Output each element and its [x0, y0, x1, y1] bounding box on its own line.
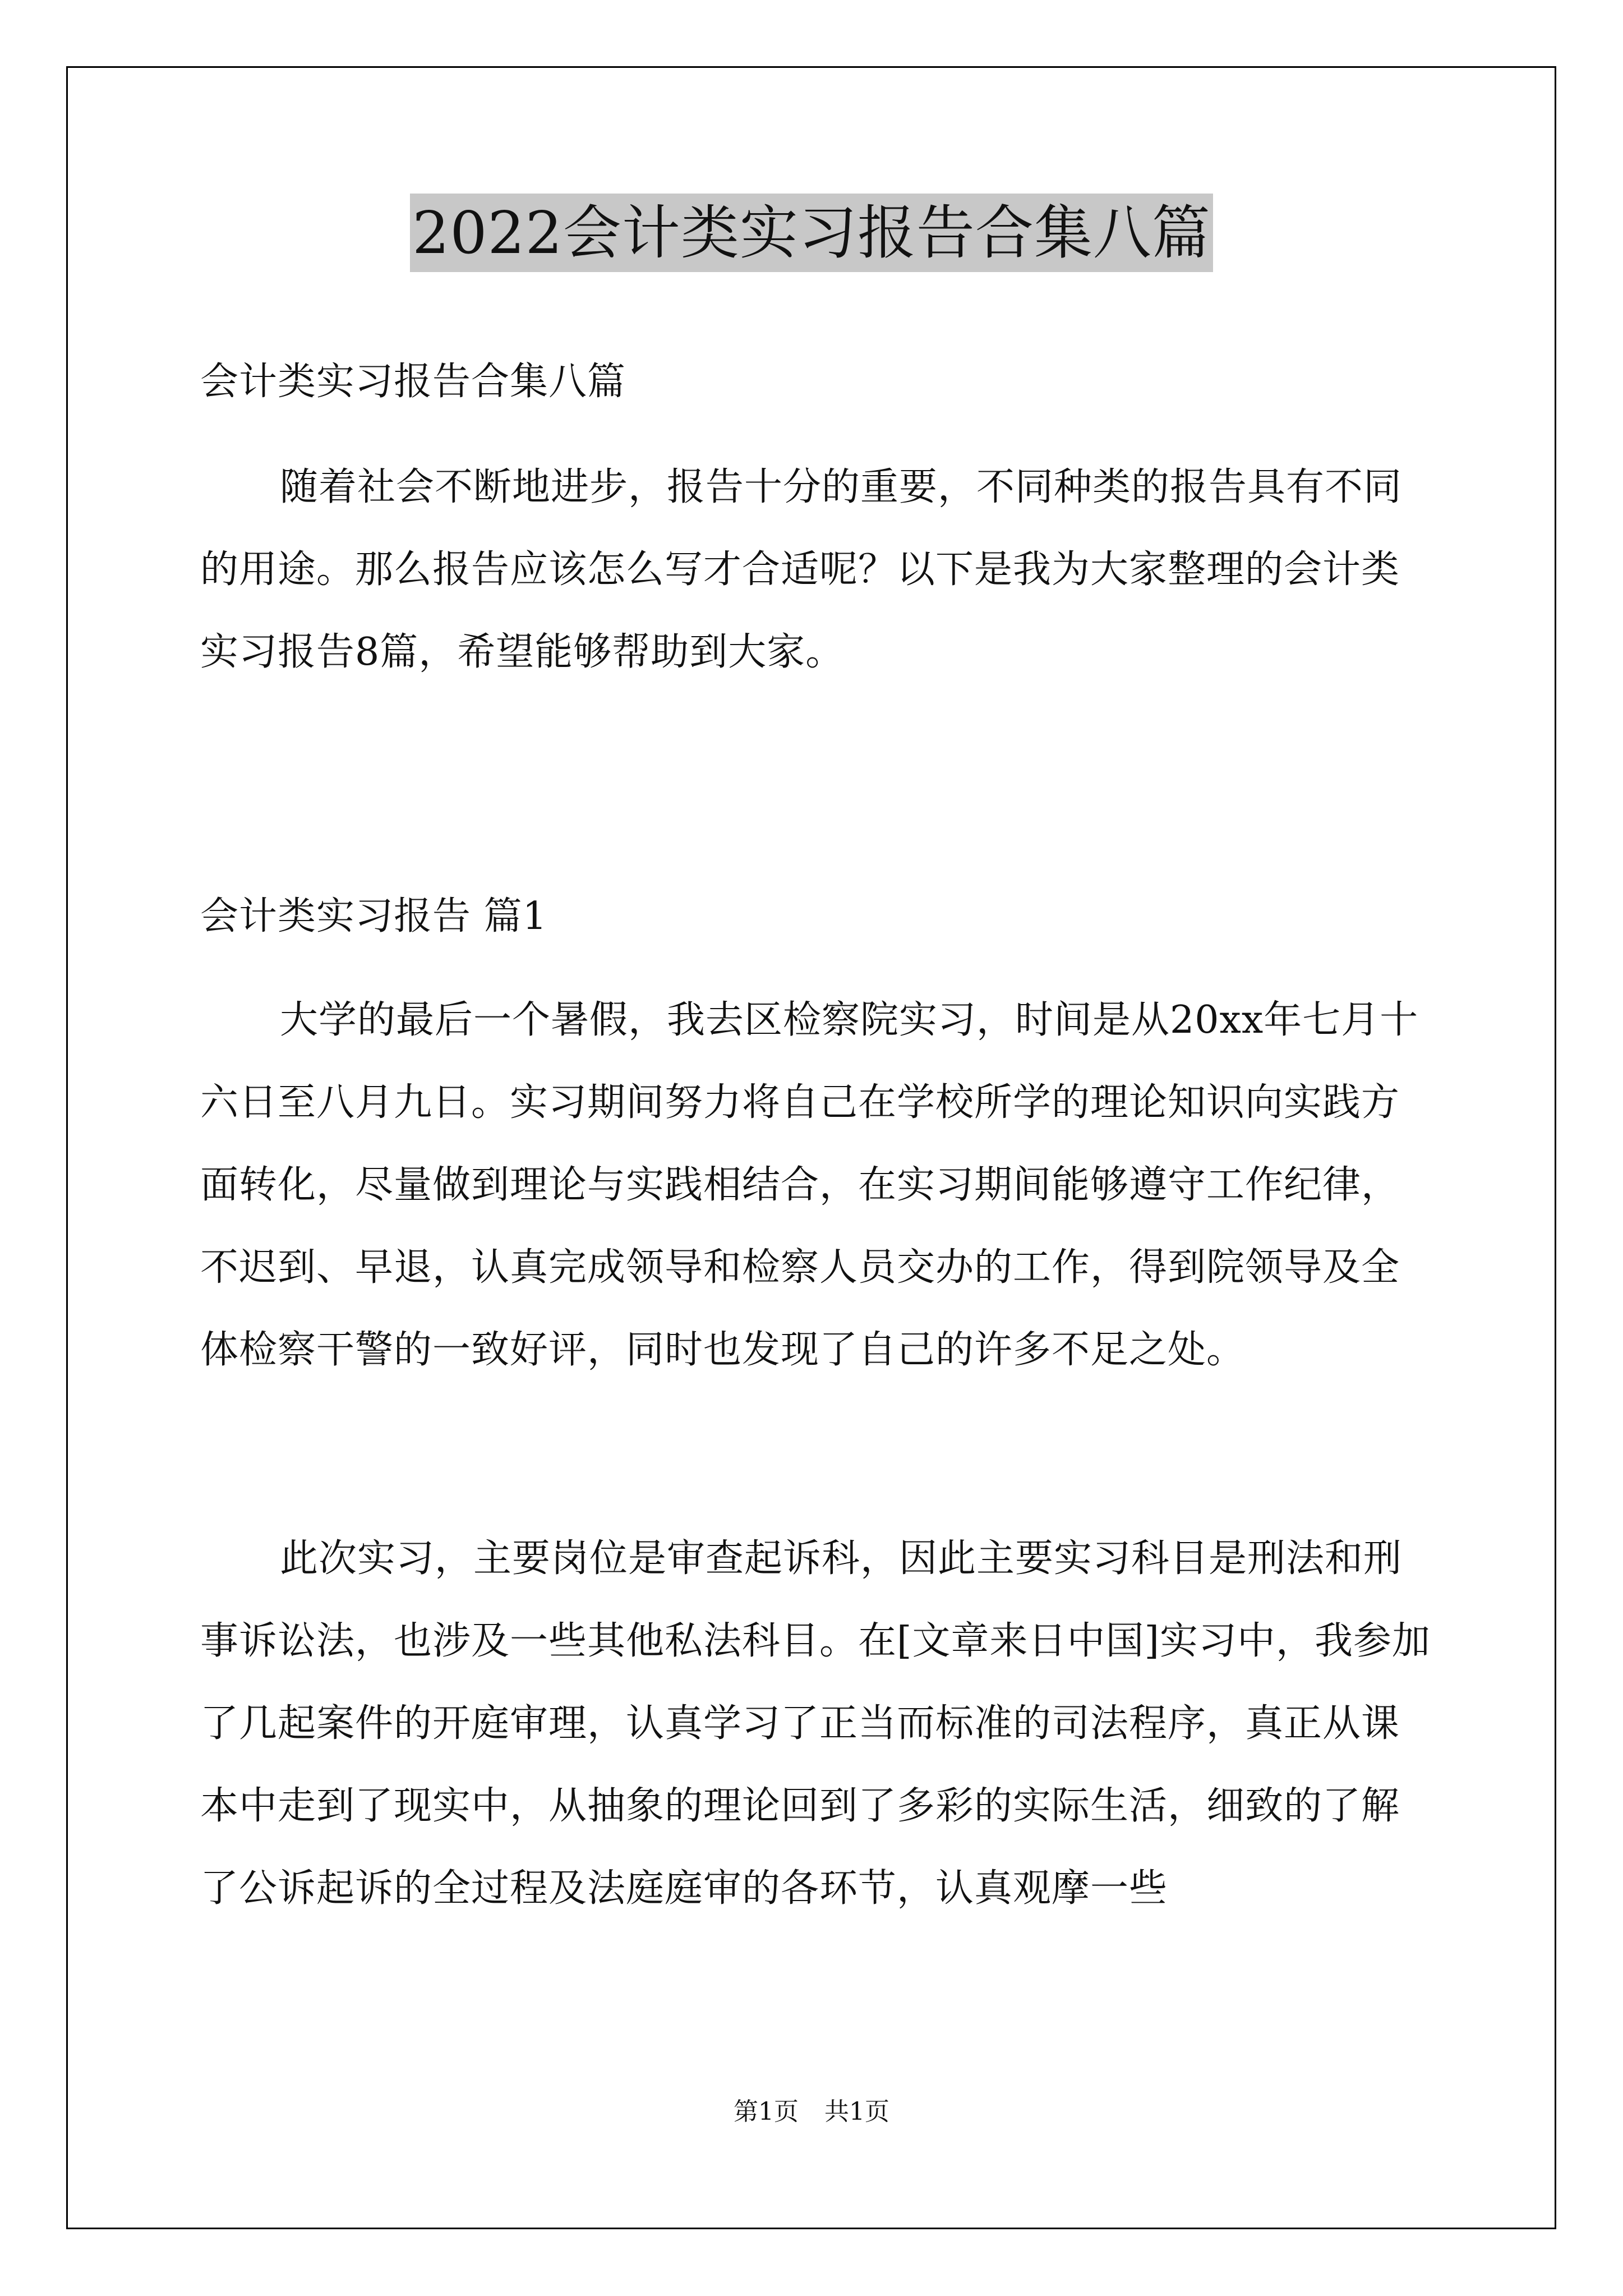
page-number-current: 第1页	[734, 2097, 799, 2126]
title-container	[0, 194, 1623, 272]
body-paragraph: 大学的最后一个暑假，我去区检察院实习，时间是从20xx年七月十六日至八月九日。实习期间努力将自己在学校所学的理论知识向实践方面转化，尽量做到理论与实践相结合，在实习期间能够遵守工作纪律，不迟到、早退，认真完成领导和检察人员交办的工作，得到院领导及全体检察干警的一致好评，同时也发现了自己的许多不足之处。	[200, 998, 1419, 1372]
page-footer	[0, 2095, 1623, 2129]
body-paragraph: 此次实习，主要岗位是审查起诉科，因此主要实习科目是刑法和刑事诉讼法，也涉及一些其他私法科目。在[文章来日中国]实习中，我参加了几起案件的开庭审理，认真学习了正当而标准的司法程序，真正从课本中走到了现实中，从抽象的理论回到了多彩的实际生活，细致的了解了公诉起诉的全过程及法庭庭审的各环节，认真观摩一些	[200, 1536, 1431, 1911]
page-number-total: 共1页	[824, 2097, 889, 2126]
document-subtitle: 会计类实习报告合集八篇	[200, 360, 626, 404]
section-heading: 会计类实习报告 篇1	[200, 894, 547, 938]
document-title: 2022会计类实习报告合集八篇	[410, 194, 1213, 272]
intro-paragraph: 随着社会不断地进步，报告十分的重要，不同种类的报告具有不同的用途。那么报告应该怎么写才合适呢？以下是我为大家整理的会计类实习报告8篇，希望能够帮助到大家。	[200, 465, 1403, 674]
